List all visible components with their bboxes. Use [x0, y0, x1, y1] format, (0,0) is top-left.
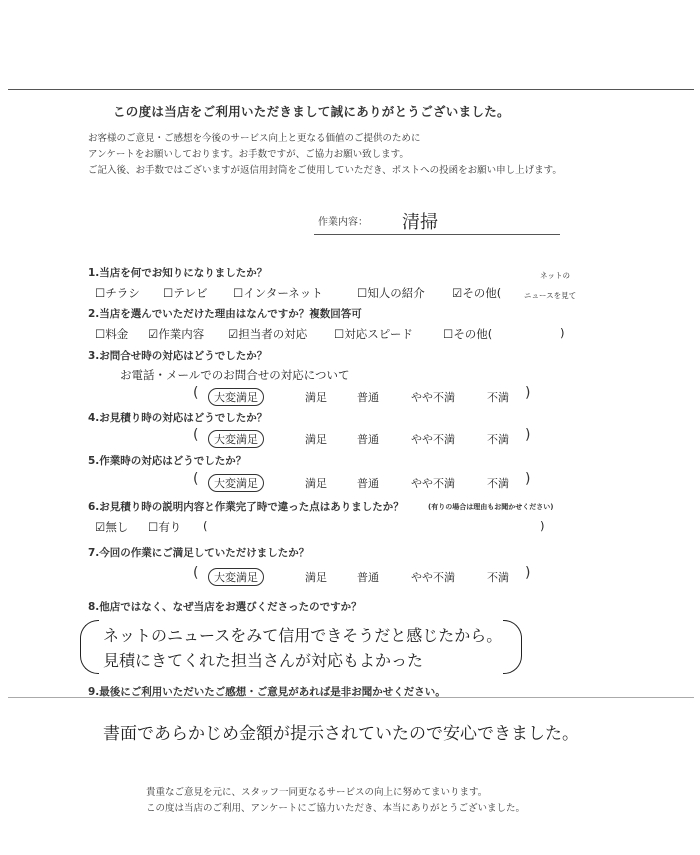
q1-question: 1.当店を何でお知りになりましたか？	[88, 267, 268, 279]
work-content-label: 作業内容：	[318, 217, 368, 228]
q1-option-internet[interactable]	[233, 285, 323, 301]
option-label: 料金	[105, 327, 129, 341]
q8-answer-open-bracket	[80, 620, 99, 674]
survey-title: この度は当店をご利用いただきまして誠にありがとうございました。	[113, 104, 510, 119]
q3-open-paren: (	[193, 385, 199, 401]
q3-rating-dissatisfied[interactable]: 不満	[487, 391, 509, 404]
q7-rating-very-satisfied[interactable]: 大変満足	[208, 568, 264, 586]
q8-question: 8.他店ではなく、なぜ当店をお選びくださったのですか？	[88, 601, 362, 613]
q2-other-close-paren: )	[560, 326, 565, 340]
q5-rating-satisfied[interactable]: 満足	[305, 477, 327, 490]
option-label: チラシ	[105, 286, 140, 300]
footer-line-2: この度は当店のご利用、アンケートにご協力いただき、本当にありがとうございました。	[146, 803, 526, 814]
checkbox-icon[interactable]: ☐	[95, 327, 106, 341]
q1-option-referral[interactable]	[357, 285, 425, 301]
q6-question: 6.お見積り時の説明内容と作業完了時で違った点はありましたか？	[88, 501, 404, 513]
q5-close-paren: )	[525, 471, 531, 487]
checkbox-icon[interactable]: ☐	[148, 520, 159, 534]
q6-reason-open-paren: (	[203, 519, 208, 533]
q2-option-price[interactable]	[95, 326, 128, 342]
option-label: その他(	[453, 327, 493, 341]
q4-rating-very-satisfied[interactable]: 大変満足	[208, 430, 264, 448]
q2-option-other[interactable]	[443, 326, 492, 342]
option-label: 担当者の対応	[238, 327, 308, 341]
work-content-underline	[314, 234, 560, 235]
q6-note: (有りの場合は理由もお聞かせください)	[428, 503, 554, 511]
q8-answer-line-1: ネットのニュースをみて信用できそうだと感じたから。	[103, 626, 503, 645]
q4-rating-satisfied[interactable]: 満足	[305, 433, 327, 446]
q5-rating-somewhat-dissatisfied[interactable]: やや不満	[411, 477, 455, 490]
checkbox-icon[interactable]: ☑	[95, 520, 106, 534]
option-label: 対応スピード	[344, 327, 413, 341]
q3-rating-very-satisfied[interactable]: 大変満足	[208, 388, 264, 406]
q2-option-work-content[interactable]	[148, 326, 204, 342]
checkbox-icon[interactable]: ☐	[163, 286, 174, 300]
q5-question: 5.作業時の対応はどうでしたか？	[88, 455, 247, 467]
work-content-value: 清掃	[402, 212, 438, 233]
checkbox-icon[interactable]: ☐	[443, 327, 454, 341]
q5-rating-dissatisfied[interactable]: 不満	[487, 477, 509, 490]
option-label: テレビ	[173, 286, 208, 300]
q6-option-none[interactable]	[95, 519, 128, 535]
checkbox-icon[interactable]: ☑	[228, 327, 239, 341]
q1-other-note-2: ニュースを見て	[524, 291, 577, 300]
q3-close-paren: )	[525, 385, 531, 401]
q7-rating-somewhat-dissatisfied[interactable]: やや不満	[411, 571, 455, 584]
q8-answer-close-bracket	[503, 620, 522, 674]
checkbox-icon[interactable]: ☑	[452, 286, 463, 300]
checkbox-icon[interactable]: ☐	[95, 286, 106, 300]
option-label: 無し	[105, 520, 129, 534]
q3-rating-neutral[interactable]: 普通	[357, 391, 379, 404]
option-label: 有り	[158, 520, 182, 534]
q3-question: 3.お問合せ時の対応はどうでしたか？	[88, 350, 268, 362]
option-label: インターネット	[243, 286, 323, 300]
q1-option-flyer[interactable]	[95, 285, 140, 301]
option-label: 作業内容	[158, 327, 205, 341]
q7-open-paren: (	[193, 565, 199, 581]
q9-question: 9.最後にご利用いただいたご感想・ご意見があれば是非お聞かせください。	[88, 686, 446, 698]
q5-open-paren: (	[193, 471, 199, 487]
q1-option-other[interactable]	[452, 285, 501, 301]
option-label: 知人の紹介	[367, 286, 425, 300]
q4-open-paren: (	[193, 427, 199, 443]
q9-answer: 書面であらかじめ金額が提示されていたので安心できました。	[103, 724, 579, 744]
q2-option-staff-response[interactable]	[228, 326, 307, 342]
q7-rating-dissatisfied[interactable]: 不満	[487, 571, 509, 584]
q7-question: 7.今回の作業にご満足していただけましたか？	[88, 547, 310, 559]
checkbox-icon[interactable]: ☐	[334, 327, 345, 341]
top-rule	[8, 89, 694, 90]
q6-reason-close-paren: )	[540, 519, 545, 533]
q3-rating-somewhat-dissatisfied[interactable]: やや不満	[411, 391, 455, 404]
q7-rating-satisfied[interactable]: 満足	[305, 571, 327, 584]
q7-rating-neutral[interactable]: 普通	[357, 571, 379, 584]
q5-rating-neutral[interactable]: 普通	[357, 477, 379, 490]
q4-question: 4.お見積り時の対応はどうでしたか？	[88, 412, 268, 424]
q7-close-paren: )	[525, 565, 531, 581]
footer-line-1: 貴重なご意見を元に、スタッフ一同更なるサービスの向上に努めてまいります。	[146, 787, 488, 798]
q2-option-speed[interactable]	[334, 326, 413, 342]
q1-other-note-1: ネットの	[540, 271, 570, 280]
intro-line-3: ご記入後、お手数ではございますが返信用封筒をご使用していただき、ポストへの投函をお願い申し上げます。	[88, 165, 562, 176]
q6-option-yes[interactable]	[148, 519, 181, 535]
q2-question: 2.当店を選んでいただけた理由はなんですか？複数回答可	[88, 308, 362, 320]
checkbox-icon[interactable]: ☐	[233, 286, 244, 300]
q3-subtext: お電話・メールでのお問合せの対応について	[120, 368, 350, 382]
checkbox-icon[interactable]: ☑	[148, 327, 159, 341]
option-label: その他(	[462, 286, 502, 300]
q4-rating-somewhat-dissatisfied[interactable]: やや不満	[411, 433, 455, 446]
q5-rating-very-satisfied[interactable]: 大変満足	[208, 474, 264, 492]
q9-rule	[8, 697, 694, 698]
q4-rating-dissatisfied[interactable]: 不満	[487, 433, 509, 446]
intro-line-2: アンケートをお願いしております。お手数ですが、ご協力お願い致します。	[88, 149, 409, 160]
q4-rating-neutral[interactable]: 普通	[357, 433, 379, 446]
q1-option-tv[interactable]	[163, 285, 208, 301]
checkbox-icon[interactable]: ☐	[357, 286, 368, 300]
q3-rating-satisfied[interactable]: 満足	[305, 391, 327, 404]
intro-line-1: お客様のご意見・ご感想を今後のサービス向上と更なる価値のご提供のために	[88, 133, 421, 144]
q4-close-paren: )	[525, 427, 531, 443]
q8-answer-line-2: 見積にきてくれた担当さんが対応もよかった	[103, 651, 424, 670]
